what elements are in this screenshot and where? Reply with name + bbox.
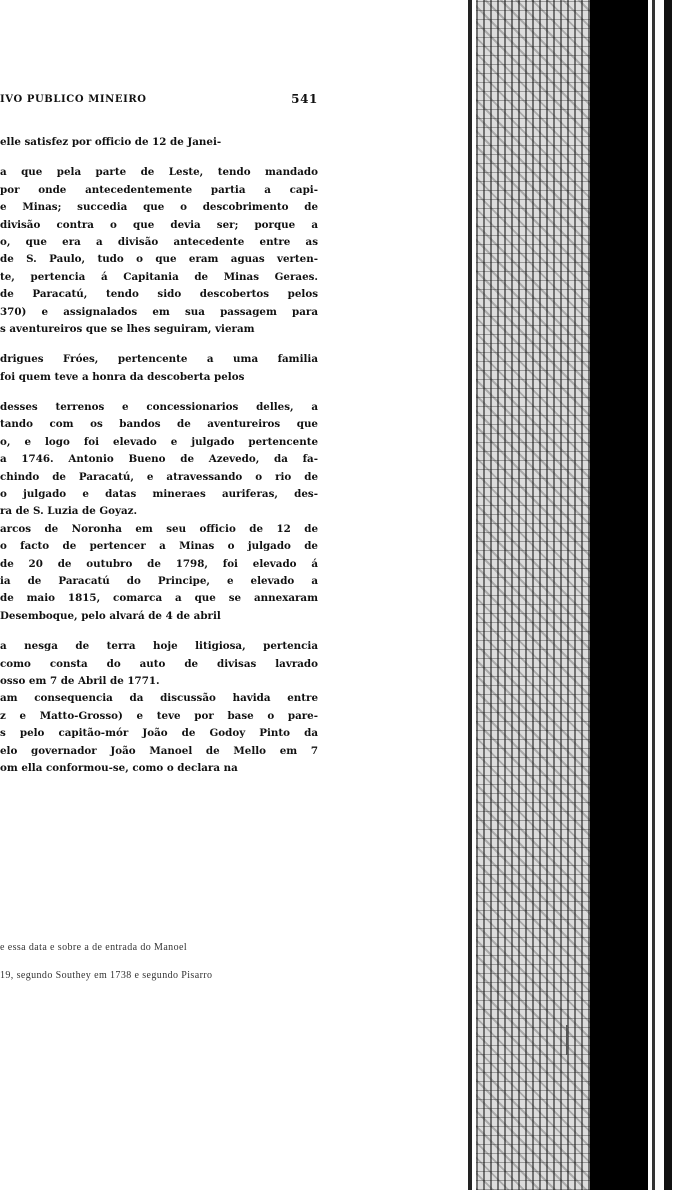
text-line: de Paracatú, tendo sido descobertos pelos xyxy=(0,288,318,301)
text-line: Desemboque, pelo alvará de 4 de abril xyxy=(0,609,221,622)
text-line: te, pertencia á Capitania de Minas Geraes. xyxy=(0,270,318,283)
paragraph xyxy=(0,638,318,777)
text-line: como consta do auto de divisas lavrado xyxy=(0,657,318,670)
paragraph xyxy=(0,164,318,338)
page-edge-line xyxy=(652,0,655,1190)
text-line: elle satisfez por officio de 12 de Janei- xyxy=(0,136,222,148)
text-line: a nesga de terra hoje litigiosa, pertencia xyxy=(0,640,318,653)
text-line: e Minas; succedia que o descobrimento de xyxy=(0,201,318,214)
book-binding-edge xyxy=(468,0,676,1190)
text-line: o julgado e datas mineraes auriferas, des- xyxy=(0,488,318,501)
text-line: tando com os bandos de aventureiros que xyxy=(0,418,318,431)
text-line: o, e logo foi elevado e julgado pertencente xyxy=(0,435,318,448)
text-line: por onde antecedentemente partia a capi- xyxy=(0,183,318,196)
text-line: osso em 7 de Abril de 1771. xyxy=(0,674,160,687)
page-number: 541 xyxy=(291,92,318,106)
running-title: IVO PUBLICO MINEIRO xyxy=(0,94,147,105)
text-line: a 1746. Antonio Bueno de Azevedo, da fa- xyxy=(0,453,318,466)
text-line: divisão contra o que devia ser; porque a xyxy=(0,218,318,231)
text-line: ra de S. Luzia de Goyaz. xyxy=(0,505,138,518)
footnotes xyxy=(0,934,318,990)
text-line: de maio 1815, comarca a que se annexaram xyxy=(0,592,318,605)
text-line: s aventureiros que se lhes seguiram, vieram xyxy=(0,322,255,335)
text-line: arcos de Noronha em seu officio de 12 de xyxy=(0,522,318,535)
text-line: s pelo capitão-mór João de Godoy Pinto da xyxy=(0,727,318,740)
text-line: de S. Paulo, tudo o que eram aguas verten- xyxy=(0,253,318,266)
page-header xyxy=(0,92,318,110)
text-line: ia de Paracatú do Principe, e elevado a xyxy=(0,574,318,587)
text-line: z e Matto-Grosso) e teve por base o pare- xyxy=(0,709,318,722)
edge-mark xyxy=(566,1025,568,1055)
paragraph xyxy=(0,399,318,625)
text-line: am consequencia da discussão havida entre xyxy=(0,692,318,705)
text-line: desses terrenos e concessionarios delles, a xyxy=(0,401,318,414)
text-line: chindo de Paracatú, e atravessando o rio de xyxy=(0,470,318,483)
text-line: drigues Fróes, pertencente a uma familia xyxy=(0,353,318,366)
text-line: om ella conformou-se, como o declara na xyxy=(0,761,238,774)
book-spine-shadow xyxy=(590,0,648,1190)
text-line: 370) e assignalados em sua passagem para xyxy=(0,305,318,318)
text-line: o facto de pertencer a Minas o julgado de xyxy=(0,540,318,553)
page-edge-line xyxy=(664,0,672,1190)
paragraph xyxy=(0,351,318,386)
text-line: de 20 de outubro de 1798, foi elevado á xyxy=(0,557,318,570)
footnote-line: 19, segundo Southey em 1738 e segundo Pisarro xyxy=(0,970,213,981)
paragraph xyxy=(0,134,318,151)
body-text xyxy=(0,134,318,777)
scan-noise-texture xyxy=(476,0,592,1190)
text-line: a que pela parte de Leste, tendo mandado xyxy=(0,166,318,179)
text-line: elo governador João Manoel de Mello em 7 xyxy=(0,744,318,757)
text-line: o, que era a divisão antecedente entre as xyxy=(0,235,318,248)
footnote-line: e essa data e sobre a de entrada do Manoel xyxy=(0,942,187,953)
page-edge-line xyxy=(468,0,472,1190)
text-line: foi quem teve a honra da descoberta pelos xyxy=(0,370,245,383)
